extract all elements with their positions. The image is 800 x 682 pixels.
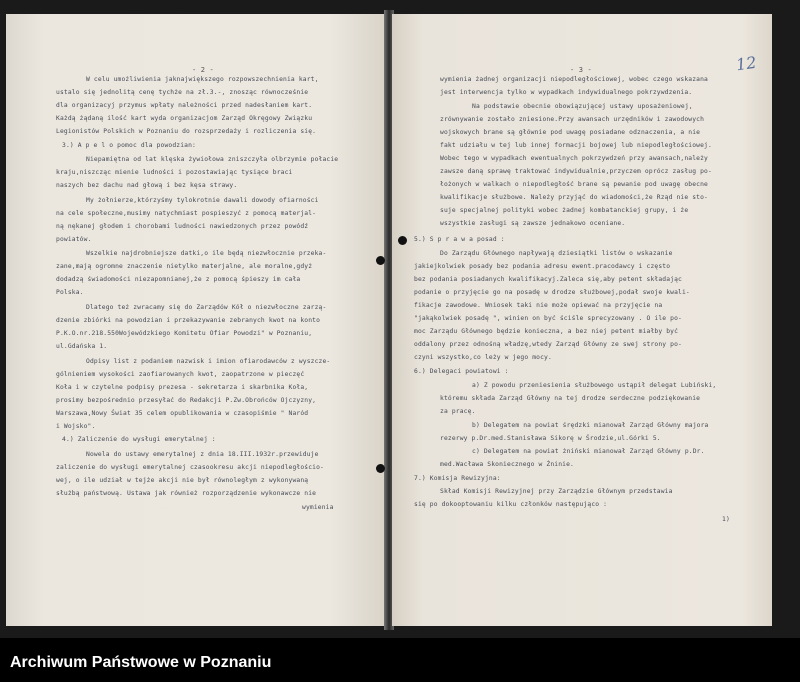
text-line: się po dokooptowaniu kilku członków następująco : <box>414 501 608 508</box>
text-line: Odpisy list z podaniem nazwisk i imion ofiarodawców z wyszcze- <box>86 358 331 365</box>
text-line: W celu umożliwienia jaknajwiększego rozpowszechnienia kart, <box>86 76 319 83</box>
text-line: na cele społeczne,musimy natychmiast pospieszyć z pomocą materjal- <box>56 210 317 217</box>
text-line: fikacje zawodowe. Wniosek taki nie może opiewać na przyjęcie na <box>414 302 663 309</box>
text-line: Do Zarządu Głównego napływają dziesiątki listów o wskazanie <box>440 250 673 257</box>
text-line: 4.) Zaliczenie do wysługi emerytalnej : <box>62 436 216 443</box>
text-line: wymienia <box>302 504 334 511</box>
text-line: Koła i w czytelne podpisy prezesa - sekretarza i skarbnika Koła, <box>56 384 309 391</box>
text-line: 3.) A p e l o pomoc dla powodzian: <box>62 142 196 149</box>
text-line: Dlatego też zwracamy się do Zarządów Kół o niezwłoczne zarzą- <box>86 304 327 311</box>
text-line: wymienia żadnej organizacji niepodległościowej, wobec czego wskazana <box>440 76 708 83</box>
text-line: fakt udziału w tej lub innej formacji bojowej lub niepodległościowej. <box>440 142 712 149</box>
text-line: Każdą żądaną ilość kart wyda organizacjom Zarząd Okręgowy Związku <box>56 115 313 122</box>
text-line: My żołnierze,którzyśmy tylokrotnie dawali dowody ofiarności <box>86 197 319 204</box>
punch-hole-left <box>376 256 385 265</box>
text-line: zaliczenie do wysługi emerytalnej czasookresu akcji niepodległościo- <box>56 464 324 471</box>
text-line: jakiejkolwiek posady bez podania adresu ewent.pracodawcy i często <box>414 263 671 270</box>
text-line: c) Delegatem na powiat żniński mianował Zarząd Główny p.Dr. <box>472 448 705 455</box>
text-line: służbą państwową. Ustawa jak również rozporządzenie wykonawcze nie <box>56 490 317 497</box>
text-line: Niepamiętna od lat klęska żywiołowa zniszczyła olbrzymie połacie <box>86 156 339 163</box>
text-line: "jakąkolwiek posadę ", winien on być ściśle sprecyzowany . O ile po- <box>414 315 682 322</box>
text-line: dzenie zbiórki na powodzian i przekazywanie zebranych kwot na konto <box>56 317 321 324</box>
text-line: podanie o przyjęcie go na posadę w drodze służbowej,podał swoje kwali- <box>414 289 690 296</box>
handwritten-folio-number: 12 <box>734 52 758 75</box>
left-page <box>6 14 386 626</box>
text-line: ustalo się jednolitą cenę tychże na zł.3.-, znosząc równocześnie <box>56 89 309 96</box>
page-number-left: - 2 - <box>192 66 214 74</box>
text-line: b) Delegatem na powiat śrędzki mianował Zarząd Główny majora <box>472 422 709 429</box>
text-line: med.Wacława Skoniecznego w Żninie. <box>440 461 574 468</box>
text-line: Wobec tego w wypadkach ewentualnych pokrzywdzeń przy awansach,należy <box>440 155 708 162</box>
text-line: czyni wszystko,co leży w jego mocy. <box>414 354 552 361</box>
text-line: gólnieniem wysokości zaofiarowanych kwot, zaopatrzone w pieczęć <box>56 371 305 378</box>
text-line: moc Zarządu Głównego będzie konieczna, a bez niej petent miałby być <box>414 328 679 335</box>
text-line: 7.) Komisja Rewizyjna: <box>414 475 501 482</box>
text-line: Warszawa,Nowy Świat 35 celem opublikowania w czasopiśmie " Naród <box>56 410 309 417</box>
text-line: i Wojsko". <box>56 423 96 430</box>
right-page <box>392 14 772 626</box>
text-line: zrównywanie zostało zniesione.Przy awansach urzędników i zawodowych <box>440 116 705 123</box>
text-line: kraju,niszcząc mienie ludności i pozostawiając tysiące braci <box>56 169 293 176</box>
text-line: wojskowych brane są głównie pod uwagę posiadane odznaczenia, a nie <box>440 129 701 136</box>
punch-hole-left-lower <box>376 464 385 473</box>
text-line: za pracę. <box>440 408 476 415</box>
text-line: zawsze daną sprawę traktować indywidualnie,przyczem oprócz zasług po- <box>440 168 712 175</box>
text-line: wszystkie zasługi są zawsze jednakowo oceniane. <box>440 220 626 227</box>
text-line: 1) <box>722 516 730 523</box>
text-line: Wszelkie najdrobniejsze datki,o ile będą niezwłocznie przeka- <box>86 250 327 257</box>
text-line: Nowela do ustawy emerytalnej z dnia 18.III.1932r.przewiduje <box>86 451 319 458</box>
text-line: Na podstawie obecnie obowiązującej ustawy uposażeniowej, <box>472 103 693 110</box>
text-line: rezerwy p.Dr.med.Stanisława Sikorę w Środzie,ul.Górki 5. <box>440 435 661 442</box>
text-line: któremu składa Zarząd Główny na tej drodze serdeczne podziękowanie <box>440 395 701 402</box>
text-line: Skład Komisji Rewizyjnej przy Zarządzie Głównym przedstawia <box>440 488 673 495</box>
text-line: suje specjalnej polityki wobec żadnej kombatanckiej grupy, i że <box>440 207 689 214</box>
punch-hole-right <box>398 236 407 245</box>
text-line: a) Z powodu przeniesienia służbowego ustąpił delegat Lubiński, <box>472 382 717 389</box>
text-line: łożonych w walkach o niepodległość brane są pewanie pod uwagę obecne <box>440 181 708 188</box>
text-line: wej, o ile udział w tejże akcji nie był równoległym z wykonywaną <box>56 477 309 484</box>
text-line: kwalifikacje służbowe. Należy przyjąć do wiadomości,że Rząd nie sto- <box>440 194 708 201</box>
text-line: bez podania posiadanych kwalifikacyj.Zaleca się,aby petent składając <box>414 276 682 283</box>
text-line: naszych bez dachu nad głową i bez kęsa strawy. <box>56 182 238 189</box>
text-line: prosimy bezpośrednio przesyłać do Redakcji P.Zw.Obrońców Ojczyzny, <box>56 397 317 404</box>
text-line: dla organizacyj przymus wpłaty należności przed nadesłaniem kart. <box>56 102 313 109</box>
text-line: jest interwencja tylko w wypadkach indywidualnego pokrzywdzenia. <box>440 89 693 96</box>
text-line: ul.Gdańska 1. <box>56 343 108 350</box>
text-line: 5.) S p r a w a posad : <box>414 236 505 243</box>
text-line: 6.) Delegaci powiatowi : <box>414 368 509 375</box>
archive-footer <box>0 638 800 682</box>
text-line: oddalony przez odnośną władzę,wtedy Zarząd Główny ze swej strony po- <box>414 341 682 348</box>
text-line: powiatów. <box>56 236 92 243</box>
text-line: ną nękanej głodem i chorobami ludności nawiedzonych przez powódź <box>56 223 309 230</box>
text-line: dodadzą świadomości niezapomnianej,że z pomocą śpieszy im cała <box>56 276 301 283</box>
archive-name: Archiwum Państwowe w Poznaniu <box>10 654 272 671</box>
page-number-right: - 3 - <box>570 66 592 74</box>
text-line: P.K.O.nr.218.550Wojewódzkiego Komitetu Ofiar Powodzi" w Poznaniu, <box>56 330 313 337</box>
text-line: Polska. <box>56 289 84 296</box>
text-line: zane,mają ogromne znaczenie nietylko materjalne, ale moralne,gdyż <box>56 263 313 270</box>
text-line: Legionistów Polskich w Poznaniu do rozsprzedaży i rozliczenia się. <box>56 128 317 135</box>
